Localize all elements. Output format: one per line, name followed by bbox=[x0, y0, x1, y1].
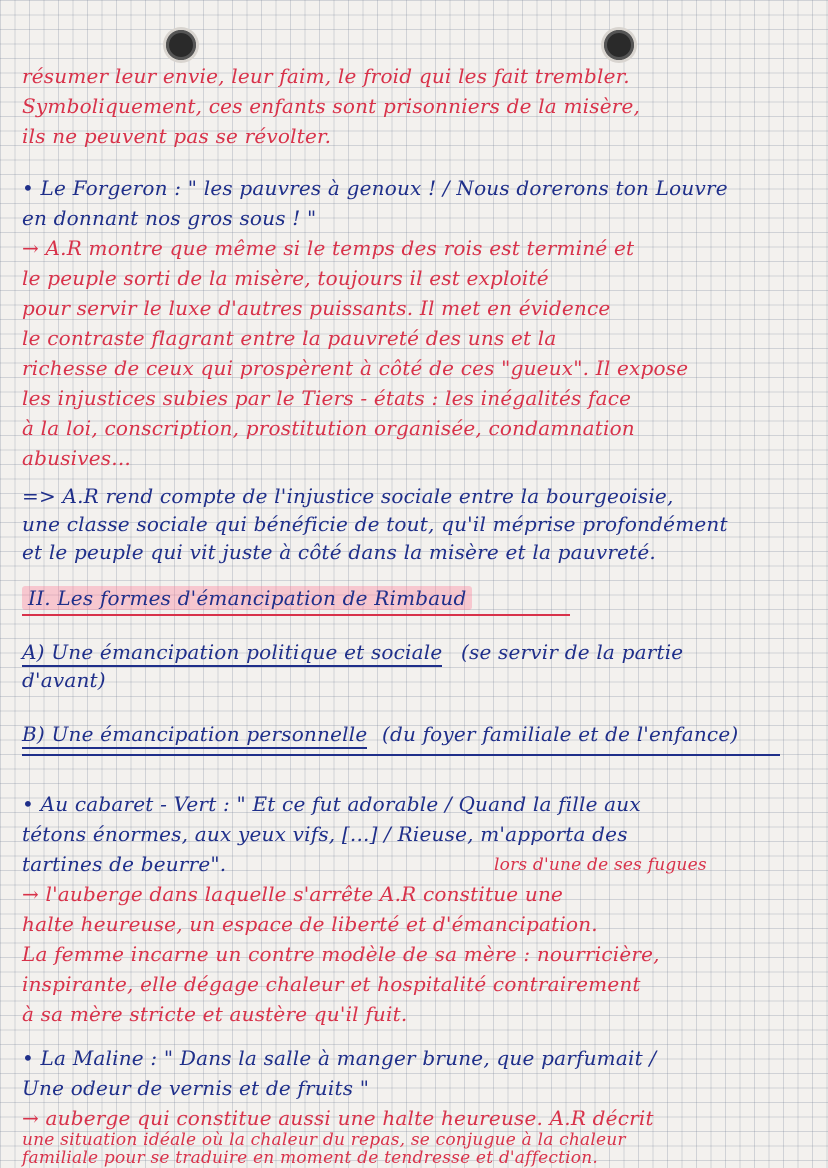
text-line: le peuple sorti de la misère, toujours il est exploité bbox=[22, 266, 549, 290]
text-line: → l'auberge dans laquelle s'arrête A.R constitue une bbox=[22, 882, 564, 906]
text-line: une situation idéale où la chaleur du repas, se conjugue à la chaleur bbox=[22, 1130, 626, 1150]
text-line: à la loi, conscription, prostitution organisée, condamnation bbox=[22, 416, 635, 440]
subheading-a-title: A) Une émancipation politique et sociale bbox=[22, 640, 442, 667]
quote-line: tétons énormes, aux yeux vifs, [...] / Rieuse, m'apporta des bbox=[22, 822, 628, 846]
quote-line: tartines de beurre". bbox=[22, 852, 227, 876]
quote-line: en donnant nos gros sous ! " bbox=[22, 206, 317, 230]
text-line: abusives... bbox=[22, 446, 131, 470]
text-line: pour servir le luxe d'autres puissants. Il met en évidence bbox=[22, 296, 611, 320]
text-line: Symboliquement, ces enfants sont prisonniers de la misère, bbox=[22, 94, 641, 118]
text-line: ils ne peuvent pas se révolter. bbox=[22, 124, 332, 148]
text-line: → auberge qui constitue aussi une halte heureuse. A.R décrit bbox=[22, 1106, 654, 1130]
text-line: à sa mère stricte et austère qu'il fuit. bbox=[22, 1002, 408, 1026]
text-line: le contraste flagrant entre la pauvreté des uns et la bbox=[22, 326, 557, 350]
text-line: La femme incarne un contre modèle de sa mère : nourricière, bbox=[22, 942, 660, 966]
text-line: → A.R montre que même si le temps des rois est terminé et bbox=[22, 236, 635, 260]
annotation: lors d'une de ses fugues bbox=[494, 855, 707, 875]
conclusion-line: => A.R rend compte de l'injustice sociale entre la bourgeoisie, bbox=[22, 484, 674, 508]
heading-underline bbox=[22, 614, 570, 616]
quote-line: • La Maline : " Dans la salle à manger brune, que parfumait / bbox=[22, 1046, 657, 1070]
quote-line: • Au cabaret - Vert : " Et ce fut adorable / Quand la fille aux bbox=[22, 792, 641, 816]
conclusion-line: et le peuple qui vit juste à côté dans la misère et la pauvreté. bbox=[22, 540, 656, 564]
text-line: familiale pour se traduire en moment de tendresse et d'affection. bbox=[22, 1148, 598, 1168]
binder-hole-left bbox=[166, 30, 196, 60]
subheading-a bbox=[22, 640, 818, 664]
text-line: halte heureuse, un espace de liberté et d'émancipation. bbox=[22, 912, 598, 936]
conclusion-line: une classe sociale qui bénéficie de tout, qu'il méprise profondément bbox=[22, 512, 728, 536]
text-line: inspirante, elle dégage chaleur et hospitalité contrairement bbox=[22, 972, 641, 996]
subheading-b-rule bbox=[22, 754, 780, 756]
subheading-b-title: B) Une émancipation personnelle bbox=[22, 722, 367, 749]
section-heading bbox=[22, 586, 818, 610]
subheading-a-note-cont: d'avant) bbox=[22, 668, 106, 692]
quote-line: Une odeur de vernis et de fruits " bbox=[22, 1076, 370, 1100]
section-heading-text: II. Les formes d'émancipation de Rimbaud bbox=[22, 586, 472, 610]
subheading-a-note: (se servir de la partie bbox=[460, 640, 684, 664]
text-line: résumer leur envie, leur faim, le froid qui les fait trembler. bbox=[22, 64, 630, 88]
binder-hole-right bbox=[604, 30, 634, 60]
subheading-b-note: (du foyer familiale et de l'enfance) bbox=[381, 722, 739, 746]
text-line: richesse de ceux qui prospèrent à côté de ces "gueux". Il expose bbox=[22, 356, 689, 380]
subheading-b bbox=[22, 722, 818, 746]
text-line: les injustices subies par le Tiers - états : les inégalités face bbox=[22, 386, 632, 410]
quote-line: • Le Forgeron : " les pauvres à genoux ! / Nous dorerons ton Louvre bbox=[22, 176, 728, 200]
